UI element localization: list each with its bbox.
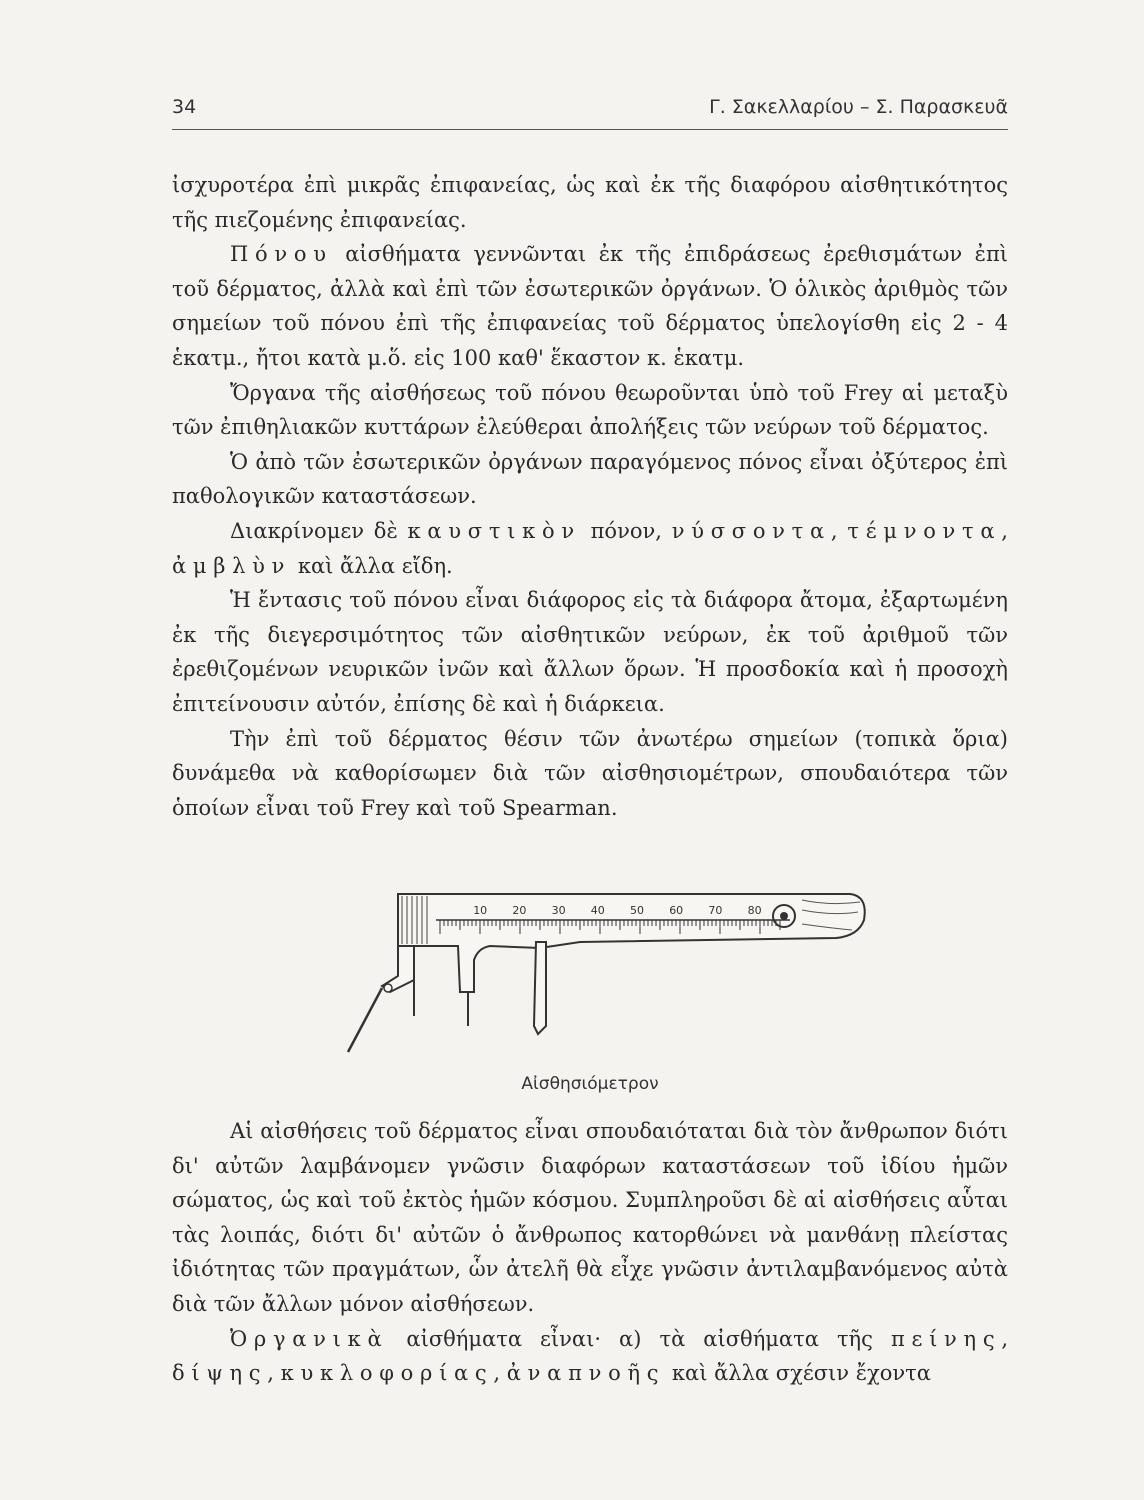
sliding-jaw bbox=[534, 942, 546, 1034]
needle bbox=[348, 988, 382, 1052]
spaced-term: κυκλοφορίας bbox=[280, 1361, 494, 1386]
spaced-term: καυστικὸν bbox=[407, 518, 581, 543]
spaced-term: πείνης bbox=[890, 1326, 1002, 1351]
scale-label: 20 bbox=[512, 904, 527, 917]
scale-label: 30 bbox=[551, 904, 566, 917]
scale-label: 70 bbox=[708, 904, 723, 917]
spaced-term: νύσσοντα bbox=[671, 518, 831, 543]
paragraph bbox=[172, 237, 1008, 375]
header-rule bbox=[172, 129, 1008, 130]
spaced-term: ἀναπνοῆς bbox=[506, 1361, 666, 1386]
paragraph: Ἡ ἔντασις τοῦ πόνου εἶναι διάφορος εἰς τὰ διάφορα ἄτομα, ἐξαρτωμένη ἐκ τῆς διεγερσιμότητος τῶν αἰσθητικῶν νεύρων, ἐκ τοῦ ἀριθμοῦ τῶν ἐρεθιζομένων νευρικῶν ἰνῶν καὶ ἄλλων ὅρων. Ἡ προσδοκία καὶ ἡ προσοχὴ ἐπιτείνουσιν αὐτόν, ἐπίσης δὲ καὶ ἡ διάρκεια. bbox=[172, 588, 1008, 716]
spaced-term: Ὀργανικὰ bbox=[230, 1326, 389, 1351]
paragraph-text: , bbox=[1001, 1326, 1008, 1351]
paragraph bbox=[172, 1322, 1008, 1391]
paragraph: ἰσχυροτέρα ἐπὶ μικρᾶς ἐπιφανείας, ὡς καὶ ἐκ τῆς διαφόρου αἰσθητικότητος τῆς πιεζομένης ἐπιφανείας. bbox=[172, 173, 1008, 232]
spaced-term: δίψης bbox=[172, 1361, 268, 1386]
body-text-top bbox=[172, 168, 1008, 825]
spaced-term: Πόνου bbox=[230, 242, 333, 267]
scale-label: 50 bbox=[630, 904, 644, 917]
figure-caption: Αἰσθησιόμετρον bbox=[521, 1074, 659, 1094]
scale-label: 60 bbox=[669, 904, 684, 917]
scale-label: 80 bbox=[747, 904, 762, 917]
thumb-wheel-center bbox=[780, 912, 788, 920]
paragraph-text: Διακρίνομεν δὲ bbox=[230, 518, 408, 543]
paragraph-text: , bbox=[830, 518, 848, 543]
paragraph: Ὁ ἀπὸ τῶν ἐσωτερικῶν ὀργάνων παραγόμενος πόνος εἶναι ὀξύτερος ἐπὶ παθολογικῶν καταστάσεων. bbox=[172, 449, 1008, 509]
page-number: 34 bbox=[172, 96, 197, 118]
paragraph-text: , bbox=[267, 1361, 281, 1386]
running-title: Γ. Σακελλαρίου – Σ. Παρασκευᾶ bbox=[709, 96, 1008, 118]
paragraph-text: πόνον, bbox=[580, 518, 672, 543]
body-text-bottom bbox=[172, 1114, 1008, 1391]
paragraph-text: , bbox=[1001, 518, 1008, 543]
paragraph bbox=[172, 514, 1008, 583]
scale-label: 40 bbox=[590, 904, 605, 917]
paragraph: Ὄργανα τῆς αἰσθήσεως τοῦ πόνου θεωροῦνται ὑπὸ τοῦ Frey αἱ μεταξὺ τῶν ἐπιθηλιακῶν κυττάρων ἐλεύθεραι ἀπολήξεις τῶν νεύρων τοῦ δέρματος. bbox=[172, 380, 1008, 440]
paragraph-text: αἰσθήματα εἶναι· α) τὰ αἰσθήματα τῆς bbox=[388, 1326, 891, 1351]
paragraph-text: , bbox=[493, 1361, 507, 1386]
paragraph-text: αἰσθήματα γεννῶνται ἐκ τῆς ἐπιδράσεως ἐρεθισμάτων ἐπὶ τοῦ δέρματος, ἀλλὰ καὶ ἐπὶ τῶν ἐσωτερικῶν ὀργάνων. Ὁ ὁλικὸς ἀριθμὸς τῶν σημείων τοῦ πόνου ἐπὶ τῆς ἐπιφανείας τοῦ δέρματος ὑπελογίσθη εἰς 2 - 4 ἑκατμ., ἤτοι κατὰ μ.ὅ. εἰς 100 καθ' ἕκαστον κ. ἑκατμ. bbox=[172, 242, 1008, 370]
page-header bbox=[172, 96, 1008, 126]
jaw-screw bbox=[384, 984, 392, 992]
aesthesiometer-illustration bbox=[340, 876, 870, 1076]
paragraph-text: καὶ ἄλλα σχέσιν ἔχοντα bbox=[665, 1361, 931, 1386]
spaced-term: τέμνοντα bbox=[847, 518, 1002, 543]
paragraph-text: καὶ ἄλλα εἴδη. bbox=[291, 553, 453, 578]
scale-label: 10 bbox=[473, 904, 488, 917]
spaced-term: ἀμβλὺν bbox=[172, 553, 292, 578]
paragraph: Αἱ αἰσθήσεις τοῦ δέρματος εἶναι σπουδαιόταται διὰ τὸν ἄνθρωπον διότι δι' αὐτῶν λαμβάνομεν γνῶσιν διαφόρων καταστάσεων τοῦ ἰδίου ἡμῶν σώματος, ὡς καὶ τοῦ ἐκτὸς ἡμῶν κόσμου. Συμπληροῦσι δὲ αἱ αἰσθήσεις αὗται τὰς λοιπάς, διότι δι' αὐτῶν ὁ ἄνθρωπος κατορθώνει νὰ μανθάνῃ πλείστας ἰδιότητας τῶν πραγμάτων, ὧν ἀτελῆ θὰ εἶχε γνῶσιν ἀντιλαμβανόμενος αὐτὰ διὰ τῶν ἄλλων μόνον αἰσθήσεων. bbox=[172, 1119, 1008, 1316]
paragraph: Τὴν ἐπὶ τοῦ δέρματος θέσιν τῶν ἀνωτέρω σημείων (τοπικὰ ὅρια) δυνάμεθα νὰ καθορίσωμεν διὰ τῶν αἰσθησιομέτρων, σπουδαιότερα τῶν ὁποίων εἶναι τοῦ Frey καὶ τοῦ Spearman. bbox=[172, 726, 1008, 820]
